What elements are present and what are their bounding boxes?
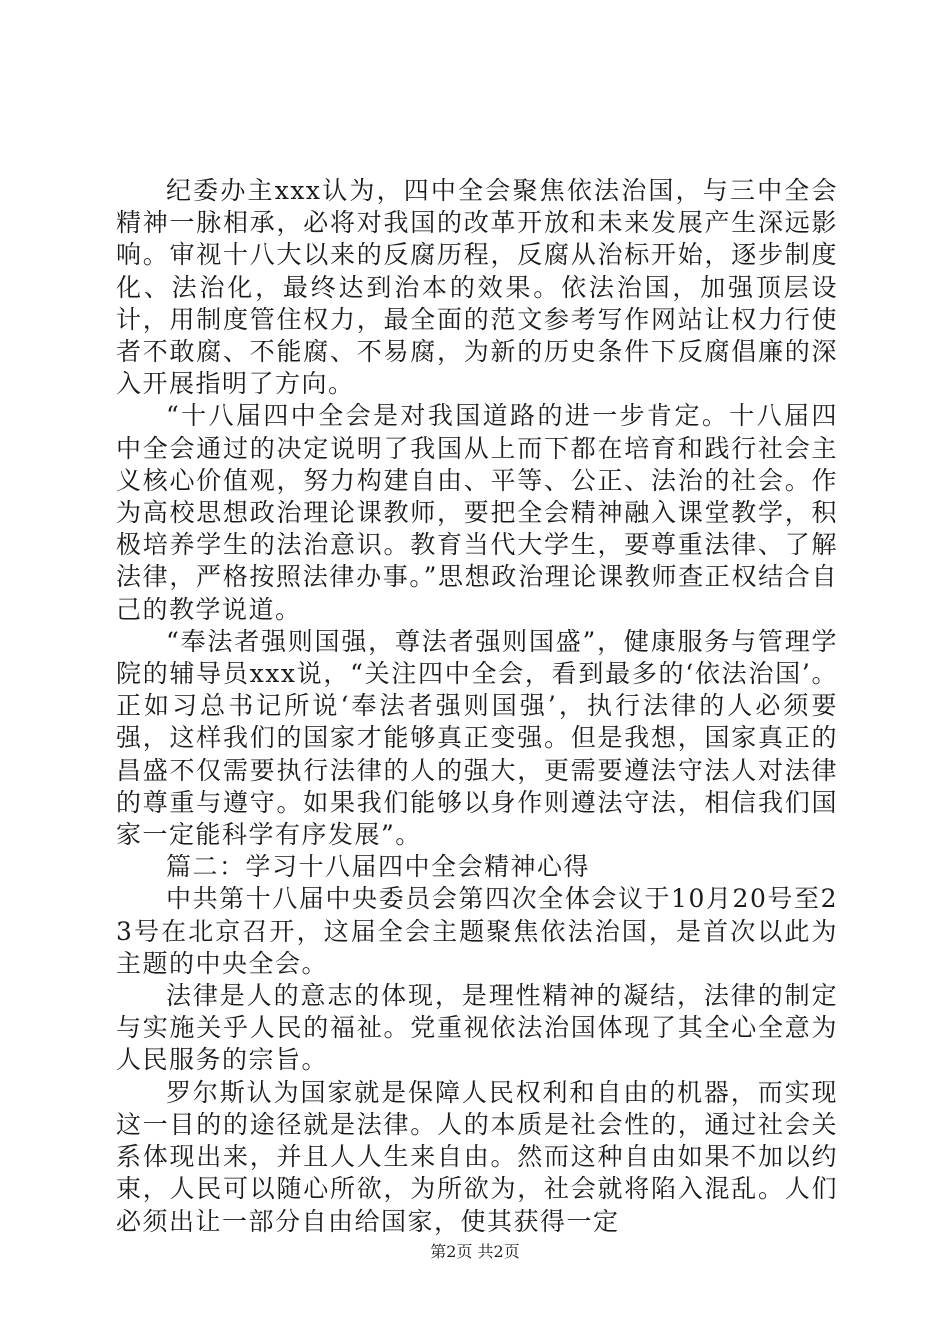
paragraph-3: “奉法者强则国强，尊法者强则国盛”，健康服务与管理学院的辅导员xxx说，“关注四中全会，看到最多的‘依法治国’。正如习总书记所说‘奉法者强则国强’，执行法律的人必须要强，这样我们的国家才能够真正变强。但是我想，国家真正的昌盛不仅需要执行法律的人的强大，更需要遵法守法人对法律的尊重与遵守。如果我们能够以身作则遵法守法，相信我们国家一定能科学有序发展”。 [116,626,838,850]
section-heading: 篇二：学习十八届四中全会精神心得 [166,852,591,882]
paragraph-4: 中共第十八届中央委员会第四次全体会议于10月20号至23号在北京召开，这届全会主题聚焦依法治国，是首次以此为主题的中央全会。 [116,884,838,978]
paragraph-5: 法律是人的意志的体现，是理性精神的凝结，法律的制定与实施关乎人民的福祉。党重视依法治国体现了其全心全意为人民服务的宗旨。 [116,981,838,1075]
page-footer: 第2页 共2页 [430,1242,520,1261]
paragraph-1: 纪委办主xxx认为，四中全会聚焦依法治国，与三中全会精神一脉相承，必将对我国的改革开放和未来发展产生深远影响。审视十八大以来的反腐历程，反腐从治标开始，逐步制度化、法治化，最终达到治本的效果。依法治国，加强顶层设计，用制度管住权力，最全面的范文参考写作网站让权力行使者不敢腐、不能腐、不易腐，为新的历史条件下反腐倡廉的深入开展指明了方向。 [116,176,838,399]
document-body [116,175,838,1238]
paragraph-6: 罗尔斯认为国家就是保障人民权利和自由的机器，而实现这一目的的途径就是法律。人的本质是社会性的，通过社会关系体现出来，并且人人生来自由。然而这种自由如果不加以约束，人民可以随心所欲，为所欲为，社会就将陷入混乱。人们必须出让一部分自由给国家，使其获得一定 [116,1077,838,1236]
paragraph-2: “十八届四中全会是对我国道路的进一步肯定。十八届四中全会通过的决定说明了我国从上而下都在培育和践行社会主义核心价值观，努力构建自由、平等、公正、法治的社会。作为高校思想政治理论课教师，要把全会精神融入课堂教学，积极培养学生的法治意识。教育当代大学生，要尊重法律、了解法律，严格按照法律办事。”思想政治理论课教师查正权结合自己的教学说道。 [116,401,838,624]
